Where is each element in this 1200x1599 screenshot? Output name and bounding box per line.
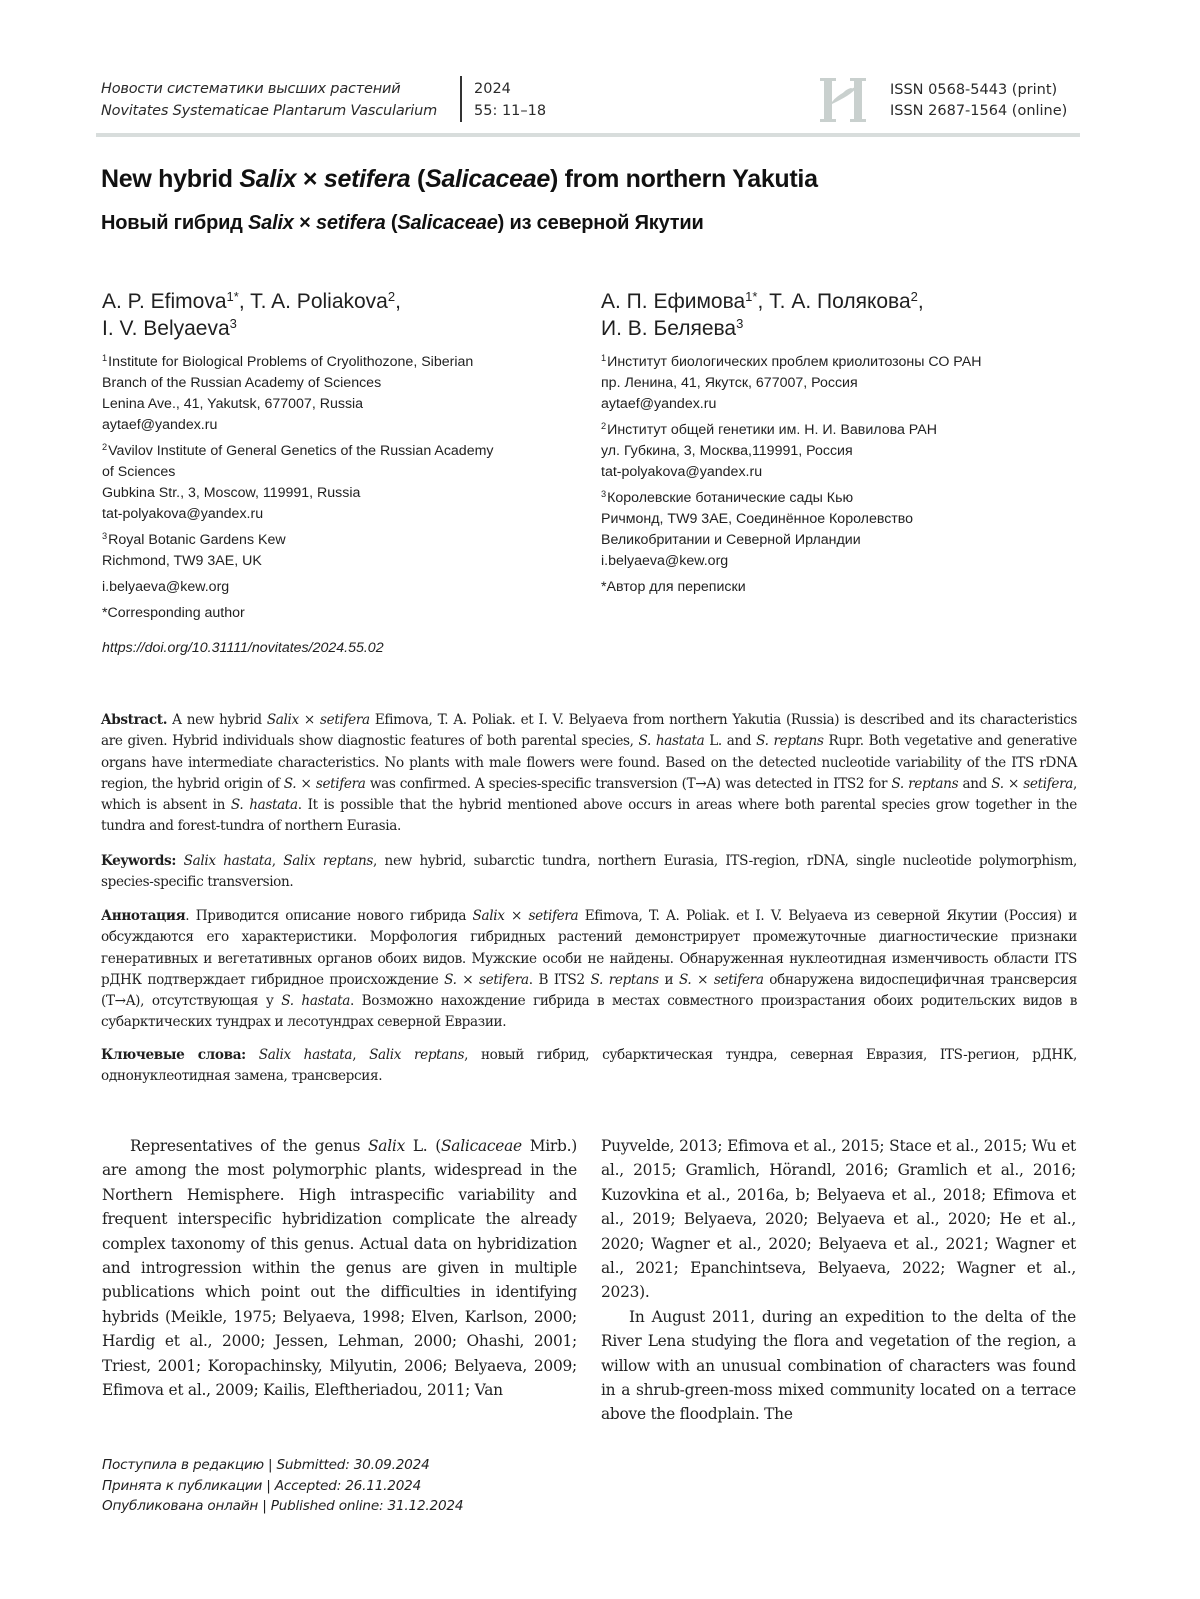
section-label: Keywords: (101, 853, 177, 869)
author-affiliation-mark: 1* (745, 288, 758, 304)
text-run: . В ITS2 (528, 971, 591, 988)
affiliation-line (102, 504, 562, 525)
affiliation (102, 577, 562, 598)
italic-text: setifera (320, 712, 370, 728)
affiliation-line (102, 577, 562, 598)
text-run: , новый гибрид, субарктическая тундра, северная Евразия, ITS-регион, рДНК, однонуклеотидная замена, трансверсия. (101, 1047, 1077, 1085)
affiliation-line (102, 603, 562, 624)
affiliation-text: Royal Botanic Gardens Kew (108, 532, 286, 548)
text-run: Representatives of the genus (130, 1137, 368, 1155)
title-text: ( (385, 212, 398, 234)
affiliation-number: 3 (601, 489, 607, 500)
title-text: New hybrid (101, 165, 240, 193)
text-run: Efimova, T. A. Poliak. et I. V. Belyaeva from northern Yakutia (Russia) is described and its characteristics are given. Hybrid individuals show diagnostic features of both parental species, (101, 712, 1078, 750)
affiliation-text: Королевские ботанические сады Кью (607, 490, 854, 506)
affiliation-line (102, 483, 562, 504)
author-name: A. P. Efimova (102, 290, 227, 313)
italic-text: S. hastata (281, 993, 350, 1010)
publication-dates (102, 1455, 463, 1517)
italic-text: Salix (266, 712, 299, 728)
title-family: Salicaceae (425, 165, 550, 193)
affiliation-line (102, 415, 562, 436)
affiliation-text: Institute for Biological Problems of Cryolithozone, Siberian (108, 354, 474, 370)
title-genus: Salix (239, 165, 297, 193)
issn-block (890, 80, 1067, 122)
author-name: T. A. Poliakova (250, 290, 388, 313)
affiliation-line (601, 488, 1071, 509)
text-run: was confirmed. A species-specific transversion (T→A) was detected in ITS2 for (365, 775, 892, 792)
journal-name-en: Novitates Systematicae Plantarum Vascularium (101, 103, 438, 119)
italic-text: S. × setifera (283, 775, 366, 792)
email-link[interactable]: tat-polyakova@yandex.ru (102, 506, 264, 522)
authors-en (102, 288, 401, 342)
email-link[interactable]: i.belyaeva@kew.org (102, 579, 230, 595)
author-name: А. П. Ефимова (601, 290, 746, 313)
affiliation (102, 530, 562, 572)
affiliation-line (102, 462, 562, 483)
affiliation-text: Lenina Ave., 41, Yakutsk, 677007, Russia (102, 396, 364, 412)
italic-text: Salix hastata (258, 1047, 353, 1063)
text-run: and (958, 775, 992, 792)
issn-print: ISSN 0568-5443 (print) (890, 82, 1058, 98)
affiliation (601, 577, 1071, 598)
italic-text: S. hastata (638, 733, 705, 750)
author-affiliation-mark: 2 (387, 288, 396, 304)
affiliation-line (601, 373, 1071, 394)
affiliation (102, 603, 562, 624)
italic-text: Salix reptans (283, 853, 373, 869)
email-link[interactable]: aytaef@yandex.ru (102, 417, 218, 433)
header-rule (96, 133, 1080, 137)
affiliation-text: Ричмонд, TW9 3AE, Соединённое Королевство (601, 511, 914, 527)
italic-text: S. × setifera (678, 971, 764, 988)
affiliation-line (601, 394, 1071, 415)
italic-text: S. × setifera (991, 775, 1074, 792)
italic-text: S. reptans (756, 733, 824, 750)
text-run (246, 1047, 259, 1063)
issue-volume-pages: 55: 11–18 (474, 103, 547, 119)
italic-text: Salix × setifera (472, 908, 579, 924)
affiliation-number: 3 (102, 531, 108, 542)
italic-text: S. × setifera (444, 971, 529, 988)
affiliation (601, 352, 1071, 415)
section-label: Abstract. (101, 712, 168, 728)
date-accepted: Принята к публикации | Accepted: 26.11.2024 (102, 1477, 422, 1494)
affiliation-text: Vavilov Institute of General Genetics of the Russian Academy (108, 443, 494, 459)
affiliation-line (601, 577, 1071, 598)
author-separator: , (917, 290, 924, 313)
italic-text: Salicaceae (441, 1137, 522, 1155)
email-link[interactable]: tat-polyakova@yandex.ru (601, 464, 763, 480)
text-run: , which is absent in (101, 775, 1077, 814)
affiliation-line (102, 551, 562, 572)
text-run: , (271, 853, 284, 869)
text-run: A new hybrid (167, 712, 267, 728)
doi-link[interactable]: https://doi.org/10.31111/novitates/2024.55.02 (102, 640, 384, 656)
title-text: Новый гибрид (101, 212, 249, 234)
italic-text: Salix hastata (183, 853, 272, 869)
section-label: Аннотация (101, 908, 186, 924)
affiliation-text: *Автор для переписки (601, 579, 746, 595)
affiliation-line (601, 352, 1071, 373)
body-column-left (102, 1134, 577, 1402)
article-title-en (101, 165, 818, 194)
affiliation-number: 1 (102, 353, 108, 364)
text-run: Rupr. Both vegetative and generative organs have intermediate characteristics. No plants with male flowers were found. Based on the detected nucleotide variability of the ITS rDNA region, the hybrid origin of (101, 733, 1077, 792)
affiliation-text: Richmond, TW9 3AE, UK (102, 553, 262, 569)
keywords-ru (101, 1045, 1077, 1088)
affiliation-line (601, 551, 1071, 572)
text-run: . It is possible that the hybrid mentioned above occurs in areas where both parental species grow together in the tundra and forest-tundra of northern Eurasia. (101, 797, 1077, 835)
text-run: . Возможно нахождение гибрида в местах совместного произрастания обоих родительских видов в субарктических тундрах и лесотундрах северной Евразии. (101, 993, 1078, 1031)
affiliation-text: Институт биологических проблем криолитозоны СО РАН (607, 354, 982, 370)
text-run: Efimova, T. A. Poliak. et I. V. Belyaeva из северной Якутии (Россия) и обсуждаются его характеристики. Морфология гибридных растений демонстрирует промежуточные диагностические признаки генеративных и вегетативных органов обоих видов. Мужские особи не найдены. Обнаруженная нуклеотидная изменчивость области ITS рДНК подтверждает гибридное происхождение (101, 908, 1077, 988)
text-run: × (298, 712, 321, 728)
text-run: L. and (704, 733, 757, 750)
text-run: и (658, 971, 679, 988)
journal-monogram-logo-icon (818, 76, 874, 124)
italic-text: S. hastata (230, 797, 298, 814)
affiliations-ru (601, 352, 1071, 603)
affiliation-text: of Sciences (102, 464, 176, 480)
affiliation-text: Branch of the Russian Academy of Sciences (102, 375, 382, 391)
author-name: Т. А. Полякова (769, 290, 911, 313)
affiliation-text: Gubkina Str., 3, Moscow, 119991, Russia (102, 485, 361, 501)
affiliation-text: Великобритании и Северной Ирландии (601, 532, 861, 548)
author-name: И. В. Беляева (601, 317, 737, 340)
title-text: ) from northern Yakutia (549, 165, 818, 193)
body-paragraph (601, 1305, 1076, 1427)
affiliations-en (102, 352, 562, 629)
text-run: Mirb.) are among the most polymorphic plants, widespread in the Northern Hemisphere. High intraspecific variability and frequent interspecific hybridization complicate the already complex taxonomy of this genus. Actual data on hybridization and introgression within the genus are given in multiple publications which point out the difficulties in identifying hybrids (Meikle, 1975; Belyaeva, 1998; Elven, Karlson, 2000; Hardig et al., 2000; Jessen, Lehman, 2000; Ohashi, 2001; Triest, 2001; Koropachinsky, Milyutin, 2006; Belyaeva, 2009; Efimova et al., 2009; Kailis, Eleftheriadou, 2011; Van (102, 1137, 577, 1400)
affiliation-text: пр. Ленина, 41, Якутск, 677007, Россия (601, 375, 858, 391)
text-run: обнаружена видоспецифичная трансверсия (T→A), отсутствующая у (101, 971, 1077, 1010)
author-separator: , (238, 290, 251, 313)
author-affiliation-mark: 1* (226, 288, 239, 304)
affiliation-line (601, 420, 1071, 441)
affiliation (102, 441, 562, 525)
title-genus: Salix (248, 212, 294, 234)
header-divider (460, 76, 462, 122)
affiliation-line (102, 441, 562, 462)
text-run: In August 2011, during an expedition to the delta of the River Lena studying the flora and vegetation of the region, a willow with an unusual combination of characters was found in a shrub-green-moss mixed community located on a terrace above the floodplain. The (601, 1307, 1076, 1424)
email-link[interactable]: aytaef@yandex.ru (601, 396, 717, 412)
text-run: , (352, 1047, 370, 1063)
affiliation-number: 2 (601, 421, 607, 432)
text-run (176, 853, 184, 869)
abstract-en (101, 710, 1077, 838)
issue-year: 2024 (474, 81, 511, 97)
text-run: . Приводится описание нового гибрида (185, 908, 473, 924)
affiliation (601, 420, 1071, 483)
author-separator: , (757, 290, 770, 313)
author-name: I. V. Belyaeva (102, 317, 230, 340)
author-affiliation-mark: 2 (910, 288, 918, 304)
affiliation-line (102, 530, 562, 551)
body-paragraph (601, 1134, 1076, 1305)
section-label: Ключевые слова: (101, 1047, 246, 1063)
title-hybrid-sign: × (293, 212, 316, 234)
text-run: L. ( (405, 1137, 442, 1155)
affiliation-text: ул. Губкина, 3, Москва,119991, Россия (601, 443, 853, 459)
author-affiliation-mark: 3 (229, 315, 237, 331)
italic-text: Salix reptans (369, 1047, 465, 1063)
journal-name-ru: Новости систематики высших растений (101, 81, 401, 97)
date-published: Опубликована онлайн | Published online: 31.12.2024 (102, 1498, 464, 1514)
affiliation-line (102, 352, 562, 373)
title-family: Salicaceae (397, 212, 498, 234)
author-affiliation-mark: 3 (736, 315, 744, 331)
affiliation-line (601, 462, 1071, 483)
title-text: ) из северной Якутии (497, 212, 704, 234)
keywords-en (101, 851, 1077, 894)
title-epithet: setifera (323, 165, 411, 193)
affiliation-line (601, 509, 1071, 530)
abstract-ru (101, 906, 1077, 1034)
title-hybrid-sign: × (296, 165, 324, 193)
authors-ru (601, 288, 924, 342)
italic-text: Salix (368, 1137, 405, 1155)
affiliation-line (102, 394, 562, 415)
date-submitted: Поступила в редакцию | Submitted: 30.09.2024 (102, 1457, 430, 1473)
affiliation (102, 352, 562, 436)
affiliation-text: *Corresponding author (102, 605, 245, 621)
affiliation-number: 2 (102, 442, 108, 453)
italic-text: S. reptans (590, 971, 659, 988)
affiliation (601, 488, 1071, 572)
body-paragraph (102, 1134, 577, 1402)
article-title-ru (101, 212, 704, 235)
issn-online: ISSN 2687-1564 (online) (890, 103, 1068, 119)
affiliation-line (601, 530, 1071, 551)
text-run: Puyvelde, 2013; Efimova et al., 2015; Stace et al., 2015; Wu et al., 2015; Gramlich, Hörandl, 2016; Gramlich et al., 2016; Kuzovkina et al., 2016a, b; Belyaeva et al., 2018; Efimova et al., 2019; Belyaeva, 2020; Belyaeva et al., 2020; He et al., 2020; Wagner et al., 2020; Belyaeva et al., 2021; Wagner et al., 2021; Epanchintseva, Belyaeva, 2022; Wagner et al., 2023). (601, 1137, 1076, 1302)
author-separator: , (395, 290, 401, 313)
issue-info (474, 78, 546, 122)
affiliation-text: Институт общей генетики им. Н. И. Вавилова РАН (607, 422, 938, 438)
affiliation-line (601, 441, 1071, 462)
title-text: ( (410, 165, 426, 193)
italic-text: S. reptans (891, 775, 959, 792)
affiliation-line (102, 373, 562, 394)
email-link[interactable]: i.belyaeva@kew.org (601, 553, 729, 569)
body-column-right (601, 1134, 1076, 1427)
text-run: , new hybrid, subarctic tundra, northern Eurasia, ITS-region, rDNA, single nucleotide polymorphism, species-specific transversion. (101, 853, 1077, 891)
affiliation-number: 1 (601, 353, 607, 364)
title-epithet: setifera (315, 212, 386, 234)
journal-name (101, 78, 437, 122)
